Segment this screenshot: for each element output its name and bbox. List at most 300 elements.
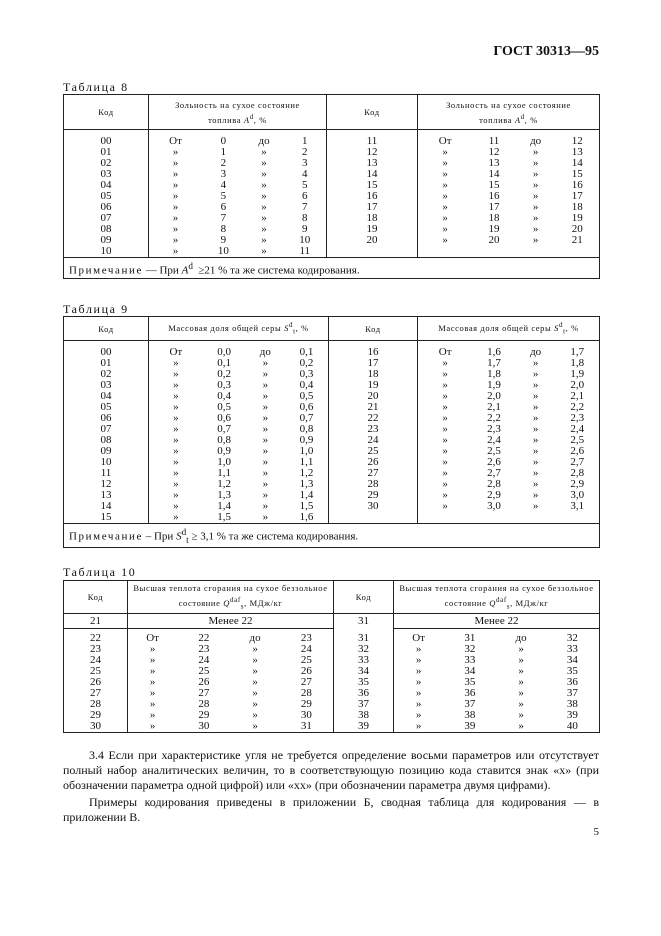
- table-row: [64, 721, 600, 733]
- table9-code-left: 14: [64, 501, 149, 512]
- range-c4: 0,2: [299, 356, 314, 369]
- table-row: [64, 644, 600, 655]
- table8-body: [64, 130, 600, 258]
- range-c3: до: [258, 134, 270, 147]
- range-c4: 1: [301, 134, 308, 147]
- table9-code-left: 05: [64, 402, 149, 413]
- range-c4: 1,5: [299, 499, 314, 512]
- range-c1: От: [412, 631, 425, 644]
- range-c3: »: [252, 675, 258, 688]
- range-c4: 10: [299, 233, 311, 246]
- range-c2: 16: [488, 189, 500, 202]
- range-c2: 5: [220, 189, 227, 202]
- range-c1: »: [442, 389, 448, 402]
- range-c2: 11: [488, 134, 500, 147]
- range-c1: »: [172, 200, 179, 213]
- range-c1: »: [173, 488, 179, 501]
- table8-caption: Таблица 8: [63, 80, 129, 94]
- range-c2: 35: [464, 675, 476, 688]
- range-c3: »: [261, 178, 267, 191]
- range-c3: »: [252, 686, 258, 699]
- range-c2: 1,7: [487, 356, 501, 369]
- range-c1: »: [442, 167, 448, 180]
- range-c4: 1,7: [570, 345, 585, 358]
- range-row: [149, 369, 328, 380]
- range-c4: 18: [571, 200, 583, 213]
- table8-code-left: 01: [64, 147, 149, 158]
- range-c4: 0,5: [299, 389, 314, 402]
- paragraph-examples: Примеры кодирования приведены в приложении Б, сводная таблица для кодирования — в приложении В.: [63, 795, 599, 824]
- range-c4: 35: [566, 664, 578, 677]
- range-c2: 2,0: [487, 389, 501, 402]
- range-c3: »: [532, 189, 539, 202]
- range-row: [149, 358, 328, 369]
- range-c2: 1: [220, 145, 227, 158]
- range-c2: 0,4: [217, 389, 232, 402]
- range-row: [149, 446, 328, 457]
- range-c4: 1,3: [299, 477, 314, 490]
- range-c2: 12: [488, 145, 500, 158]
- range-c4: 13: [571, 145, 583, 158]
- table10-range-right: [394, 677, 600, 688]
- table-row: [64, 380, 600, 391]
- range-c1: »: [442, 367, 448, 380]
- range-c3: »: [532, 466, 539, 479]
- table8-range-left: [149, 130, 327, 147]
- range-c2: 0,3: [217, 378, 232, 391]
- range-c1: От: [146, 631, 159, 644]
- table-row: [64, 446, 600, 457]
- range-c1: »: [442, 178, 448, 191]
- table8-code-right: 19: [327, 224, 418, 235]
- range-c4: 11: [299, 244, 311, 257]
- table-row: [64, 710, 600, 721]
- table9-code-right: 17: [329, 358, 418, 369]
- range-c2: 27: [198, 686, 210, 699]
- range-row: [149, 380, 328, 391]
- range-c2: 2,7: [487, 466, 501, 479]
- table9-code-left: 02: [64, 369, 149, 380]
- range-c1: »: [442, 145, 448, 158]
- range-c2: 0,6: [217, 411, 232, 424]
- range-c1: »: [149, 697, 156, 710]
- table8-header-ash-left: Зольность на сухое состояние топлива $A^d$, %: [149, 95, 327, 130]
- range-c2: 30: [198, 719, 210, 732]
- range-c2: 1,9: [487, 378, 501, 391]
- table-row: [64, 413, 600, 424]
- range-c4: 9: [301, 222, 308, 235]
- range-row: [418, 224, 599, 235]
- table9-code-left: 09: [64, 446, 149, 457]
- table-row: [64, 512, 600, 524]
- range-c1: »: [149, 653, 156, 666]
- table8-range-left: [149, 169, 327, 180]
- range-c4: 40: [566, 719, 578, 732]
- range-c4: 38: [566, 697, 578, 710]
- table8-range-left: [149, 180, 327, 191]
- range-c3: »: [518, 653, 524, 666]
- range-c1: »: [149, 686, 156, 699]
- table10-header-heat-left: Высшая теплота сгорания на сухое беззольное состояние $Q^{daf}_s$, МДж/кг: [128, 581, 334, 614]
- range-c1: »: [149, 642, 156, 655]
- range-c1: »: [172, 189, 179, 202]
- table-row: [64, 180, 600, 191]
- table9-code-left: 03: [64, 380, 149, 391]
- range-row: [128, 655, 333, 666]
- table-row: [64, 341, 600, 358]
- range-row: [394, 666, 599, 677]
- range-c1: »: [173, 477, 179, 490]
- table10-range-right: [394, 710, 600, 721]
- range-row: [418, 501, 599, 512]
- table10-range-left: [128, 721, 334, 733]
- range-c1: »: [173, 356, 179, 369]
- range-c3: »: [532, 145, 539, 158]
- table9-code-left: 15: [64, 512, 149, 524]
- range-c3: »: [261, 244, 267, 257]
- range-row: [394, 644, 599, 655]
- range-c4: 26: [300, 664, 312, 677]
- range-c4: 31: [300, 719, 312, 732]
- range-row: [394, 655, 599, 666]
- table9-code-right: 21: [329, 402, 418, 413]
- range-c4: 2: [301, 145, 308, 158]
- table8-range-right: [418, 213, 600, 224]
- range-row: [418, 147, 599, 158]
- range-c4: 1,2: [299, 466, 314, 479]
- table10-range-left: [128, 629, 334, 644]
- table10-header-heat-right: Высшая теплота сгорания на сухое беззольное состояние $Q^{daf}_s$, МДж/кг: [394, 581, 600, 614]
- range-c3: »: [532, 156, 539, 169]
- table-row: [64, 655, 600, 666]
- range-row: [394, 688, 599, 699]
- table8-code-left: 07: [64, 213, 149, 224]
- range-c1: »: [442, 444, 448, 457]
- range-c4: 6: [301, 189, 308, 202]
- table10-range-left: [128, 666, 334, 677]
- range-c4: 0,3: [299, 367, 314, 380]
- range-c1: »: [149, 664, 156, 677]
- range-c1: От: [438, 134, 452, 147]
- table10-range-right: [394, 688, 600, 699]
- table10-code-right: 36: [334, 688, 394, 699]
- range-c1: »: [173, 455, 179, 468]
- range-c4: 29: [300, 697, 312, 710]
- table10-code-left: 24: [64, 655, 128, 666]
- range-c2: 9: [220, 233, 227, 246]
- range-c2: 38: [464, 708, 476, 721]
- range-row: [149, 402, 328, 413]
- range-c2: 10: [217, 244, 229, 257]
- table9-code-left: 08: [64, 435, 149, 446]
- table9: [63, 316, 600, 548]
- range-c3: до: [515, 631, 527, 644]
- table9-range-left: [149, 369, 329, 380]
- table8-range-left: [149, 213, 327, 224]
- table9-range-right: [418, 391, 600, 402]
- range-c3: »: [518, 697, 524, 710]
- range-c1: »: [172, 222, 179, 235]
- range-c4: 2,5: [570, 433, 585, 446]
- table8-range-left: [149, 191, 327, 202]
- range-c2: 0,5: [217, 400, 232, 413]
- range-c1: »: [173, 499, 179, 512]
- table9-range-right: [418, 341, 600, 358]
- table10-code-left: 26: [64, 677, 128, 688]
- range-row: [394, 710, 599, 721]
- range-c3: »: [262, 411, 269, 424]
- table9-range-right: [418, 358, 600, 369]
- range-c4: 1,9: [570, 367, 585, 380]
- range-row: [149, 202, 326, 213]
- range-c4: 34: [566, 653, 578, 666]
- table8-range-right: [418, 235, 600, 246]
- range-c2: 32: [464, 642, 476, 655]
- range-c4: 1,1: [299, 455, 314, 468]
- range-row: [149, 435, 328, 446]
- range-c4: 2,9: [570, 477, 585, 490]
- range-c1: »: [415, 686, 422, 699]
- table10-range-right: [394, 655, 600, 666]
- range-c4: 1,0: [299, 444, 314, 457]
- range-row: [418, 180, 599, 191]
- table8-range-right: [418, 202, 600, 213]
- table9-range-left: [149, 468, 329, 479]
- range-c1: »: [442, 455, 448, 468]
- range-c3: »: [518, 642, 524, 655]
- table-row: [64, 147, 600, 158]
- table-row: [64, 699, 600, 710]
- table9-code-right: 23: [329, 424, 418, 435]
- range-c3: »: [262, 510, 269, 523]
- range-c1: »: [173, 422, 179, 435]
- range-c3: »: [532, 389, 539, 402]
- table-row: [64, 358, 600, 369]
- range-row: [149, 391, 328, 402]
- range-c1: »: [173, 444, 179, 457]
- range-row: [149, 413, 328, 424]
- range-c1: »: [415, 642, 422, 655]
- table9-code-left: 11: [64, 468, 149, 479]
- range-c2: 2,6: [487, 455, 501, 468]
- table8-range-left: [149, 158, 327, 169]
- range-row: [418, 479, 599, 490]
- table8-range-right: [418, 169, 600, 180]
- range-c4: 2,4: [570, 422, 585, 435]
- range-row: [394, 699, 599, 710]
- table9-range-right: [418, 468, 600, 479]
- range-c3: »: [262, 499, 269, 512]
- table8-range-left: [149, 147, 327, 158]
- range-c1: От: [438, 345, 452, 358]
- range-c3: »: [532, 233, 539, 246]
- range-c1: »: [173, 389, 179, 402]
- range-c2: 0,7: [217, 422, 232, 435]
- range-c4: 0,7: [299, 411, 314, 424]
- range-c1: »: [442, 466, 448, 479]
- table-row: [64, 213, 600, 224]
- table9-caption: Таблица 9: [63, 302, 129, 316]
- table10-code-right: 35: [334, 677, 394, 688]
- range-c4: 2,3: [570, 411, 585, 424]
- range-c2: 33: [464, 653, 476, 666]
- table9-range-right: [418, 501, 600, 512]
- range-c2: 0,0: [217, 345, 232, 358]
- range-row: [418, 358, 599, 369]
- table9-header-code-right: Код: [329, 317, 418, 341]
- range-c3: »: [532, 222, 539, 235]
- table9-range-right: [418, 446, 600, 457]
- range-c3: »: [261, 233, 267, 246]
- range-c1: »: [172, 233, 179, 246]
- range-c4: 14: [571, 156, 583, 169]
- range-c4: 28: [300, 686, 312, 699]
- range-row: [149, 347, 328, 358]
- range-row: [149, 158, 326, 169]
- range-c2: 1,0: [217, 455, 232, 468]
- table-row: [64, 424, 600, 435]
- table10-range-right: [394, 666, 600, 677]
- range-c3: »: [252, 708, 258, 721]
- range-c4: 20: [571, 222, 583, 235]
- range-c2: 7: [220, 211, 227, 224]
- table9-code-left: 13: [64, 490, 149, 501]
- table-row: [64, 468, 600, 479]
- range-c2: 2,2: [487, 411, 501, 424]
- table9-range-right: [418, 380, 600, 391]
- range-c1: »: [172, 145, 179, 158]
- range-c3: »: [261, 156, 267, 169]
- range-c4: 16: [571, 178, 583, 191]
- empty-cell: [329, 512, 418, 524]
- standard-number: ГОСТ 30313—95: [493, 44, 599, 59]
- range-c3: »: [262, 444, 269, 457]
- range-c1: »: [415, 697, 422, 710]
- table10-range-left: [128, 644, 334, 655]
- table8-range-left: [149, 202, 327, 213]
- table8-code-right: 16: [327, 191, 418, 202]
- range-c3: »: [262, 488, 269, 501]
- range-row: [149, 501, 328, 512]
- range-row: [149, 457, 328, 468]
- range-c1: »: [173, 433, 179, 446]
- table9-code-left: 12: [64, 479, 149, 490]
- table10-code-left: 25: [64, 666, 128, 677]
- range-row: [418, 391, 599, 402]
- range-row: [149, 147, 326, 158]
- table-row: [64, 130, 600, 147]
- range-c3: »: [518, 664, 524, 677]
- range-c3: »: [261, 211, 267, 224]
- range-c3: »: [532, 477, 539, 490]
- range-c2: 34: [464, 664, 476, 677]
- range-c4: 21: [571, 233, 583, 246]
- range-c2: 31: [464, 631, 476, 644]
- range-c2: 23: [198, 642, 210, 655]
- range-row: [128, 644, 333, 655]
- range-row: [418, 424, 599, 435]
- range-c3: »: [262, 433, 269, 446]
- table10-range-right: [394, 699, 600, 710]
- table-row: [64, 246, 600, 258]
- range-c2: 2,4: [487, 433, 501, 446]
- table8-code-left: 00: [64, 130, 149, 147]
- table10-range-right: [394, 644, 600, 655]
- table8-code-right: 18: [327, 213, 418, 224]
- range-c2: 13: [488, 156, 500, 169]
- table9-note: Примечание – При $S^d_t \ge 3,1$ % та же система кодирования.: [64, 523, 600, 548]
- range-c4: 0,9: [299, 433, 314, 446]
- table-row: [64, 688, 600, 699]
- range-c2: 2: [220, 156, 227, 169]
- table8: [63, 94, 600, 279]
- range-c1: »: [442, 411, 448, 424]
- range-c1: »: [442, 222, 448, 235]
- table9-code-left: 06: [64, 413, 149, 424]
- table9-range-left: [149, 402, 329, 413]
- table9-range-left: [149, 424, 329, 435]
- range-c3: »: [532, 367, 539, 380]
- range-c3: »: [262, 356, 269, 369]
- range-c1: »: [149, 675, 156, 688]
- table9-range-right: [418, 490, 600, 501]
- table10-code-right: 37: [334, 699, 394, 710]
- range-c3: »: [518, 719, 524, 732]
- range-row: [149, 490, 328, 501]
- range-c3: »: [262, 466, 269, 479]
- range-c4: 2,0: [570, 378, 585, 391]
- range-c1: »: [442, 211, 448, 224]
- table8-code-right: 11: [327, 130, 418, 147]
- range-c4: 3,0: [570, 488, 585, 501]
- table9-header-code-left: Код: [64, 317, 149, 341]
- table10-code-right: 38: [334, 710, 394, 721]
- table9-range-left: [149, 490, 329, 501]
- table8-header-code-left: Код: [64, 95, 149, 130]
- range-c1: »: [173, 466, 179, 479]
- range-row: [128, 710, 333, 721]
- range-row: [128, 633, 333, 644]
- range-c1: »: [173, 400, 179, 413]
- table8-code-left: 09: [64, 235, 149, 246]
- range-c1: »: [172, 167, 179, 180]
- range-c2: 19: [488, 222, 500, 235]
- range-c3: »: [261, 189, 267, 202]
- range-c2: 2,3: [487, 422, 501, 435]
- range-c1: »: [442, 356, 448, 369]
- range-row: [394, 677, 599, 688]
- range-c3: до: [259, 345, 271, 358]
- range-c2: 0,2: [217, 367, 232, 380]
- range-c1: »: [415, 675, 422, 688]
- range-row: [128, 666, 333, 677]
- range-c3: »: [532, 167, 539, 180]
- range-c4: 2,8: [570, 466, 585, 479]
- range-c1: »: [415, 653, 422, 666]
- range-c2: 3,0: [487, 499, 501, 512]
- table10-code-left: 23: [64, 644, 128, 655]
- table9-range-right: [418, 424, 600, 435]
- range-c3: »: [532, 422, 539, 435]
- range-c4: 8: [301, 211, 308, 224]
- range-c2: 17: [488, 200, 500, 213]
- table8-code-left: 04: [64, 180, 149, 191]
- range-c4: 23: [300, 631, 312, 644]
- table9-range-right: [418, 479, 600, 490]
- range-row: [418, 402, 599, 413]
- table10-caption: Таблица 10: [63, 565, 137, 579]
- table10-code-right: 32: [334, 644, 394, 655]
